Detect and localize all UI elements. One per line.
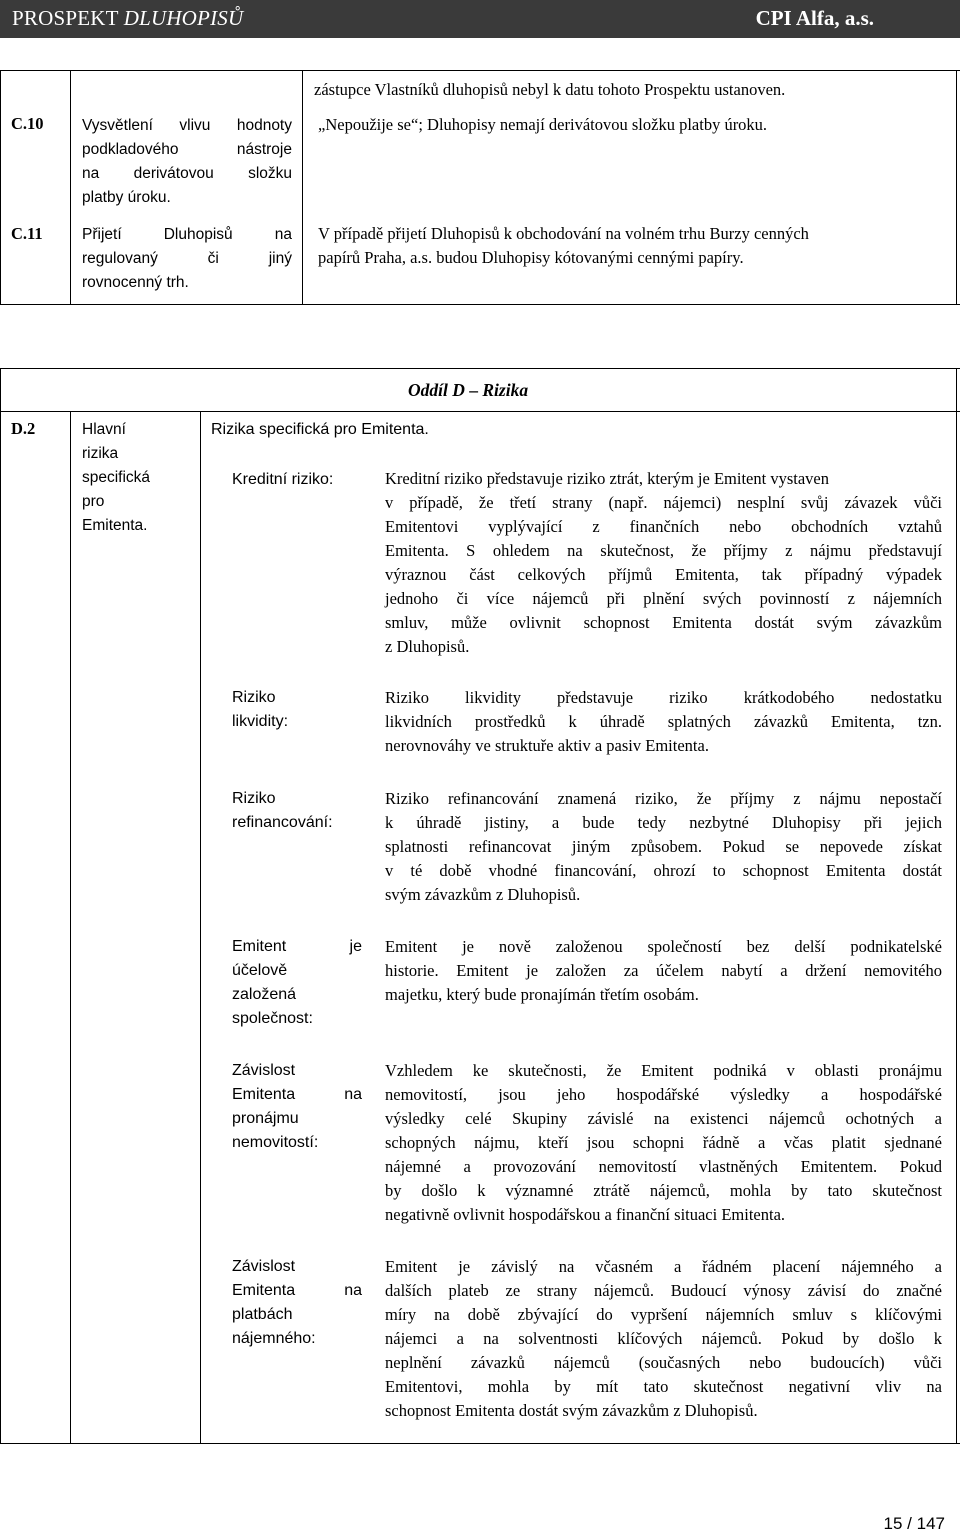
risk-label-rent-payments: Závislost Emitenta na platbách nájemného: xyxy=(232,1258,362,1347)
risk-text-liquidity: Riziko likvidity představuje riziko krátkodobého nedostatku likvidních prostředků k úhradě splatných závazků Emitenta, tzn. nerovnováhy ve struktuře aktiv a pasiv Emitenta. xyxy=(385,688,942,755)
table-c-divider-2 xyxy=(302,70,303,305)
row-c11-title: Přijetí Dluhopisů na regulovaný či jiný rovnocenný trh. xyxy=(82,226,292,291)
row-d2-code: D.2 xyxy=(11,419,36,438)
row-c10-title: Vysvětlení vlivu hodnoty podkladového nástroje na derivátovou složku platby úroku. xyxy=(82,117,292,206)
table-d-heading-border xyxy=(0,411,960,412)
risk-text-spv: Emitent je nově založenou společností bez delší podnikatelské historie. Emitent je založen za účelem nabytí a držení nemovitého majetku, který bude pronajímán třetím osobám. xyxy=(385,937,942,1004)
table-d-divider-1 xyxy=(70,411,71,1444)
risk-label-credit: Kreditní riziko: xyxy=(232,471,334,488)
table-c-intro-text: zástupce Vlastníků dluhopisů nebyl k datu tohoto Prospektu ustanoven. xyxy=(314,80,786,99)
table-d-right-border xyxy=(956,368,957,1444)
risk-label-rental-dependency: Závislost Emitenta na pronájmu nemovitostí: xyxy=(232,1062,362,1151)
table-d-top-border xyxy=(0,368,960,369)
row-c11-text: V případě přijetí Dluhopisů k obchodování na volném trhu Burzy cenných papírů Praha, a.s. budou Dluhopisy kótovanými cennými papíry. xyxy=(318,224,809,267)
table-d-divider-2 xyxy=(200,411,201,1444)
row-d2-title: Hlavní rizika specifická pro Emitenta. xyxy=(82,421,151,534)
table-d-bottom-border xyxy=(0,1443,960,1444)
header-title: PROSPEKT DLUHOPISŮ xyxy=(12,6,244,30)
risk-label-spv: Emitent je účelově založená společnost: xyxy=(232,938,362,1027)
risks-intro: Rizika specifická pro Emitenta. xyxy=(211,421,429,438)
table-d-left-border xyxy=(0,368,1,1444)
page-number: 15 / 147 xyxy=(883,1514,945,1533)
risk-label-refinancing: Riziko refinancování: xyxy=(232,790,333,831)
risk-text-rent-payments: Emitent je závislý na včasném a řádném placení nájemného a dalších plateb ze strany nájemců. Budoucí výnosy závisí do značné míry na době zbývající do vypršení nájemních smluv s klíčovými nájemci a na solventnosti klíčových nájemců. Pokud by došlo k neplnění závazků nájemců (současných nebo budoucích) vůči Emitentovi, mohla by mít tato skutečnost negativní vliv na schopnost Emitenta dostát svým závazkům z Dluhopisů. xyxy=(385,1257,942,1420)
risk-text-rental-dependency: Vzhledem ke skutečnosti, že Emitent podniká v oblasti pronájmu nemovitostí, jsou jeho hospodářské výsledky a hospodářské výsledky celé Skupiny závislé na existenci nájemců ochotných a schopných nájmu, kteří jsou schopni řádně a včas platit sjednané nájemné a provozování nemovitostí vlastněných Emitentem. Pokud by došlo k významné ztrátě nájemců, mohla by tato skutečnost negativně ovlivnit hospodářskou a finanční situaci Emitenta. xyxy=(385,1061,942,1224)
row-c11-code: C.11 xyxy=(11,224,43,243)
table-c-divider-1 xyxy=(70,70,71,305)
row-c10-code: C.10 xyxy=(11,114,44,133)
risk-text-credit: Kreditní riziko představuje riziko ztrát, kterým je Emitent vystaven v případě, že třetí strany (např. nájemci) nesplní svůj závazek vůči Emitentovi vyplývající z finančních nebo obchodních vztahů Emitenta. S ohledem na skutečnost, že příjmy z nájmu představují výraznou část celkových příjmů Emitenta, tak případný výpadek jednoho či více nájemců při plnění svých povinností z nájemních smluv, může ovlivnit schopnost Emitenta dostát svým závazkům z Dluhopisů. xyxy=(385,469,942,656)
table-c-left-border xyxy=(0,70,1,305)
section-d-heading: Oddíl D – Rizika xyxy=(408,380,529,400)
page-header xyxy=(0,0,960,38)
risk-text-refinancing: Riziko refinancování znamená riziko, že příjmy z nájmu nepostačí k úhradě jistiny, a bude tedy nezbytné Dluhopisy při jejich splatnosti refinancovat jiným způsobem. Pokud se nepovede získat v té době vhodné financování, ohrozí to schopnost Emitenta dostát svým závazkům z Dluhopisů. xyxy=(385,789,942,904)
table-c-bottom-border xyxy=(0,304,960,305)
table-c-top-border xyxy=(0,70,960,71)
risk-label-liquidity: Riziko likvidity: xyxy=(232,689,289,730)
table-c-right-border xyxy=(956,70,957,305)
row-c10-text: „Nepoužije se“; Dluhopisy nemají derivátovou složku platby úroku. xyxy=(318,115,768,134)
header-company: CPI Alfa, a.s. xyxy=(755,6,874,30)
